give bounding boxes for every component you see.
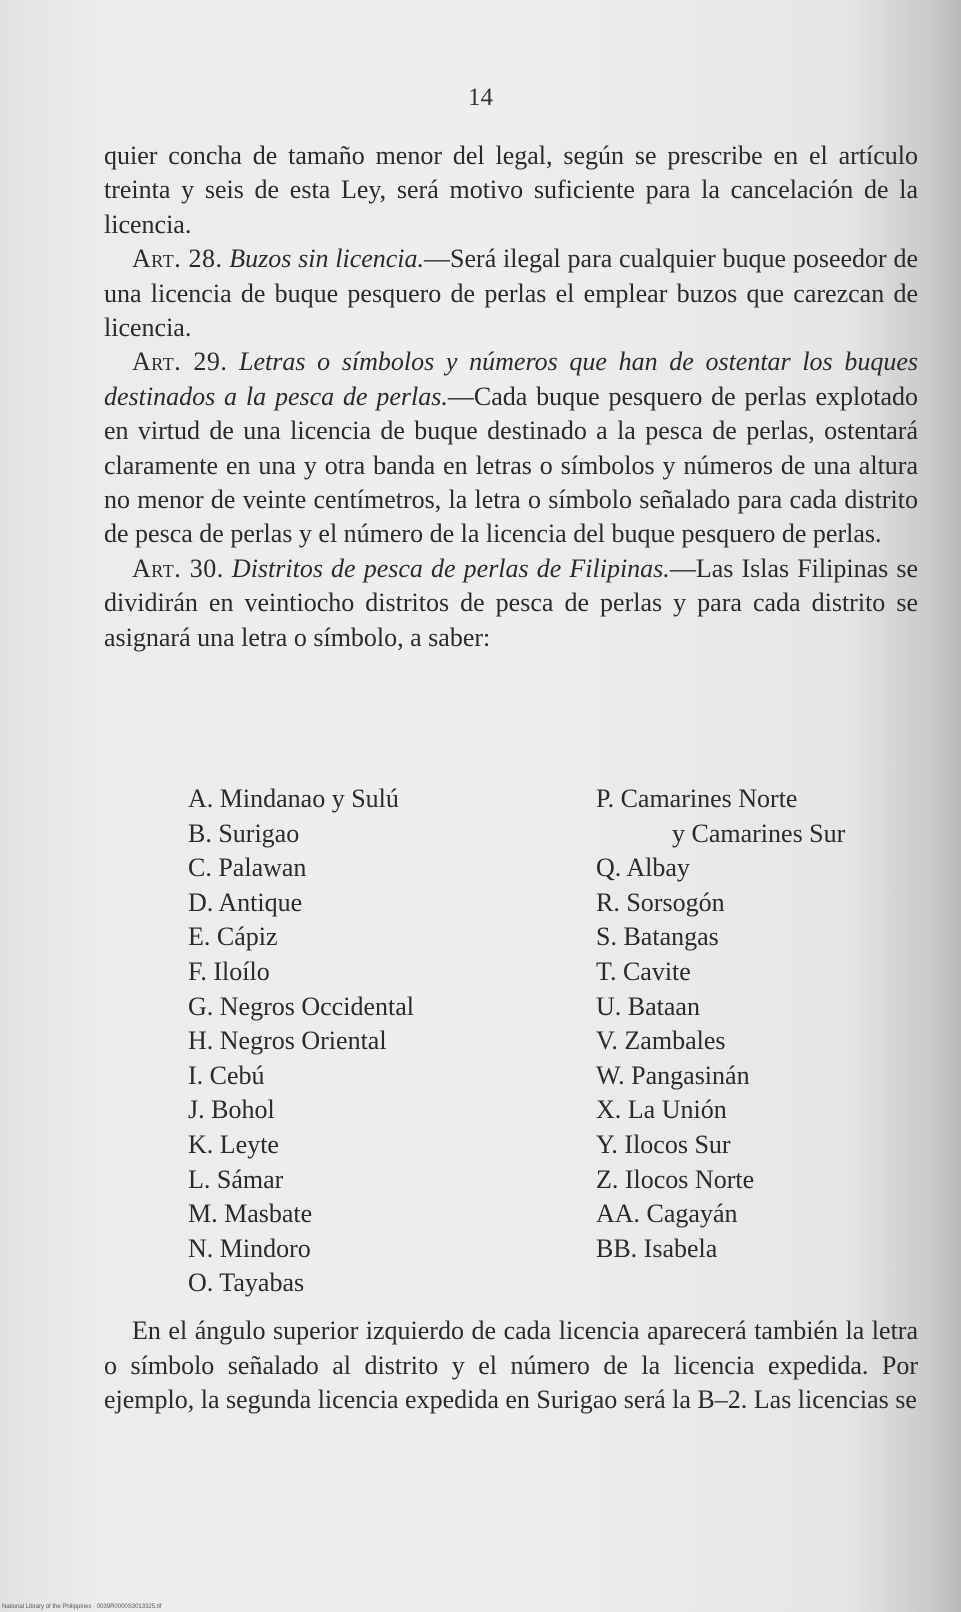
closing-text: [104, 1314, 918, 1418]
article-29-heading: Letras o símbolos y números que han de ostentar los buques destinados a la pesca de perlas.: [104, 347, 918, 411]
article-28-label: Art. 28.: [132, 244, 223, 274]
article-29-label: Art. 29.: [132, 347, 228, 377]
scan-footer: National Library of the Philippines · 0039R0000S3013325.tif: [2, 1604, 162, 1610]
list-item: B. Surigao: [188, 818, 300, 848]
list-item: Q. Albay: [596, 853, 690, 883]
closing-paragraph: En el ángulo superior izquierdo de cada licencia aparecerá también la letra o símbolo señalado al distrito y el número de la licencia expedida. Por ejemplo, la segunda licencia expedida en Surigao será la B–2. Las licencias se: [104, 1316, 918, 1415]
list-item: I. Cebú: [188, 1060, 265, 1090]
list-item: AA. Cagayán: [596, 1199, 738, 1229]
article-30-label: Art. 30.: [132, 553, 224, 583]
list-item: L. Sámar: [188, 1164, 284, 1194]
article-30-heading: Distritos de pesca de perlas de Filipinas.: [231, 553, 670, 583]
list-item: U. Bataan: [596, 991, 700, 1021]
list-item: D. Antique: [188, 887, 303, 917]
list-item: H. Negros Oriental: [188, 1026, 387, 1056]
list-item: A. Mindanao y Sulú: [188, 784, 399, 813]
list-item: P. Camarines Norte: [596, 784, 798, 813]
list-item: T. Cavite: [596, 956, 691, 986]
article-28-text: —Será ilegal para cualquier buque poseedor de una licencia de buque pesquero de perlas el emplear buzos que carezcan de licencia.: [104, 244, 918, 343]
paragraph-continuation: quier concha de tamaño menor del legal, según se prescribe en el artículo treinta y seis de esta Ley, será motivo suficiente para la cancelación de la licencia.: [104, 141, 918, 239]
list-item: Y. Ilocos Sur: [596, 1129, 731, 1159]
list-item: M. Masbate: [188, 1199, 313, 1229]
list-item: C. Palawan: [188, 853, 307, 883]
body-text: [104, 139, 918, 655]
district-list-right: [596, 782, 845, 1266]
list-item: J. Bohol: [188, 1095, 275, 1125]
district-list-left: [188, 782, 414, 1301]
list-item: O. Tayabas: [188, 1268, 305, 1298]
list-item: BB. Isabela: [596, 1233, 718, 1263]
list-item: V. Zambales: [596, 1026, 726, 1056]
list-item: G. Negros Occidental: [188, 991, 414, 1021]
article-29-text: —Cada buque pesquero de perlas explotado en virtud de una licencia de buque destinado a la pesca de perlas, ostentará claramente en una y otra banda en letras o símbolos y números de una altura no menor de veinte centímetros, la letra o símbolo señalado para cada distrito de pesca de perlas y el número de la licencia del buque pesquero de perlas.: [104, 381, 918, 549]
list-item: Z. Ilocos Norte: [596, 1164, 755, 1194]
list-item: K. Leyte: [188, 1129, 279, 1159]
list-item: F. Iloílo: [188, 956, 270, 986]
article-30-text: —Las Islas Filipinas se dividirán en veintiocho distritos de pesca de perlas y para cada distrito se asignará una letra o símbolo, a saber:: [104, 553, 919, 652]
list-item: R. Sorsogón: [596, 887, 725, 917]
list-item: E. Cápiz: [188, 922, 278, 952]
list-item: N. Mindoro: [188, 1233, 311, 1263]
article-28: [104, 242, 918, 345]
article-28-heading: Buzos sin licencia.: [229, 244, 425, 274]
list-item-continuation: y Camarines Sur: [672, 818, 846, 848]
page-number: 14: [468, 84, 493, 111]
list-item: W. Pangasinán: [596, 1060, 750, 1090]
article-30: [104, 552, 918, 655]
article-29: [104, 345, 918, 551]
list-item: X. La Unión: [596, 1095, 727, 1125]
list-item: S. Batangas: [596, 922, 719, 952]
